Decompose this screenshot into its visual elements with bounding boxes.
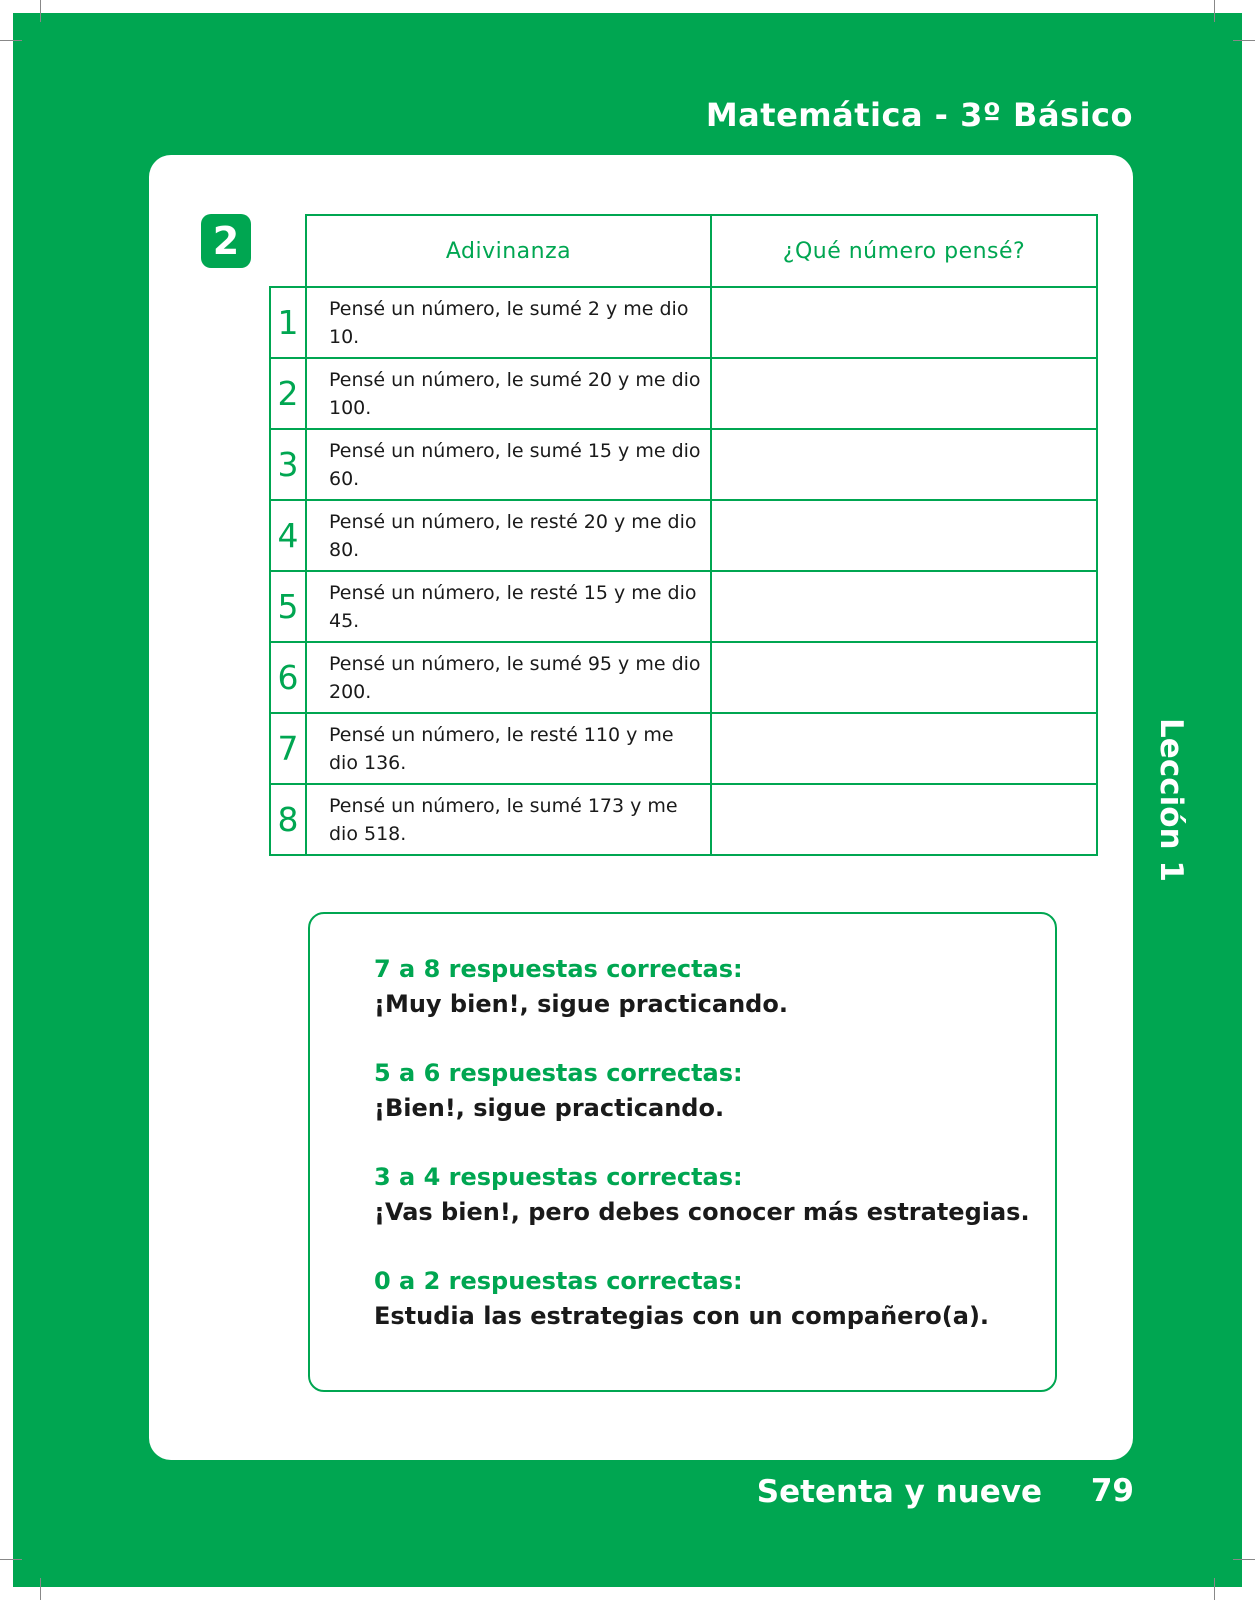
row-number: 7 — [270, 713, 306, 784]
riddle-text: Pensé un número, le sumé 173 y me dio 518. — [306, 784, 711, 855]
riddle-table — [269, 214, 1098, 856]
score-heading: 7 a 8 respuestas correctas: — [374, 955, 743, 983]
row-number: 3 — [270, 429, 306, 500]
answer-cell[interactable] — [711, 500, 1097, 571]
riddle-text: Pensé un número, le resté 15 y me dio 45. — [306, 571, 711, 642]
page-header-title: Matemática - 3º Básico — [705, 96, 1133, 134]
answer-cell[interactable] — [711, 784, 1097, 855]
table-row — [270, 358, 1097, 429]
row-number: 6 — [270, 642, 306, 713]
column-header-riddle: Adivinanza — [306, 215, 711, 287]
crop-mark — [1233, 40, 1255, 41]
table-row — [270, 429, 1097, 500]
crop-mark — [1233, 1559, 1255, 1560]
crop-mark — [1214, 1578, 1215, 1600]
exercise-number-badge: 2 — [201, 214, 251, 268]
table-row — [270, 642, 1097, 713]
score-heading: 0 a 2 respuestas correctas: — [374, 1267, 743, 1295]
table-row — [270, 784, 1097, 855]
answer-cell[interactable] — [711, 571, 1097, 642]
score-message: Estudia las estrategias con un compañero(a). — [374, 1302, 990, 1330]
row-number: 8 — [270, 784, 306, 855]
answer-cell[interactable] — [711, 287, 1097, 358]
score-block — [374, 1056, 1055, 1126]
answer-cell[interactable] — [711, 429, 1097, 500]
riddle-text: Pensé un número, le sumé 95 y me dio 200. — [306, 642, 711, 713]
row-number: 5 — [270, 571, 306, 642]
column-header-answer: ¿Qué número pensé? — [711, 215, 1097, 287]
score-block — [374, 952, 1055, 1022]
lesson-side-label — [1138, 700, 1204, 900]
riddle-text: Pensé un número, le sumé 2 y me dio 10. — [306, 287, 711, 358]
score-heading: 3 a 4 respuestas correctas: — [374, 1163, 743, 1191]
score-block — [374, 1264, 1055, 1334]
row-number: 4 — [270, 500, 306, 571]
riddle-text: Pensé un número, le resté 20 y me dio 80. — [306, 500, 711, 571]
score-block — [374, 1160, 1055, 1230]
answer-cell[interactable] — [711, 642, 1097, 713]
row-number: 1 — [270, 287, 306, 358]
riddle-text: Pensé un número, le sumé 15 y me dio 60. — [306, 429, 711, 500]
page-number-words: Setenta y nueve — [756, 1474, 1042, 1510]
crop-mark — [40, 1578, 41, 1600]
score-heading: 5 a 6 respuestas correctas: — [374, 1059, 743, 1087]
table-row — [270, 571, 1097, 642]
table-row — [270, 500, 1097, 571]
crop-mark — [0, 1559, 22, 1560]
score-message: ¡Muy bien!, sigue practicando. — [374, 990, 788, 1018]
score-guide-box — [308, 912, 1057, 1392]
row-number: 2 — [270, 358, 306, 429]
crop-mark — [1214, 0, 1215, 22]
score-message: ¡Vas bien!, pero debes conocer más estrategias. — [374, 1198, 1030, 1226]
riddle-text: Pensé un número, le resté 110 y me dio 136. — [306, 713, 711, 784]
table-row — [270, 287, 1097, 358]
page-number: 79 — [1090, 1473, 1134, 1509]
crop-mark — [0, 40, 22, 41]
table-row — [270, 713, 1097, 784]
crop-mark — [40, 0, 41, 22]
answer-cell[interactable] — [711, 713, 1097, 784]
lesson-side-label-text: Lección 1 — [1153, 718, 1190, 882]
riddle-text: Pensé un número, le sumé 20 y me dio 100. — [306, 358, 711, 429]
score-message: ¡Bien!, sigue practicando. — [374, 1094, 725, 1122]
table-header-row — [270, 215, 1097, 287]
answer-cell[interactable] — [711, 358, 1097, 429]
table-corner-cell — [270, 215, 306, 287]
